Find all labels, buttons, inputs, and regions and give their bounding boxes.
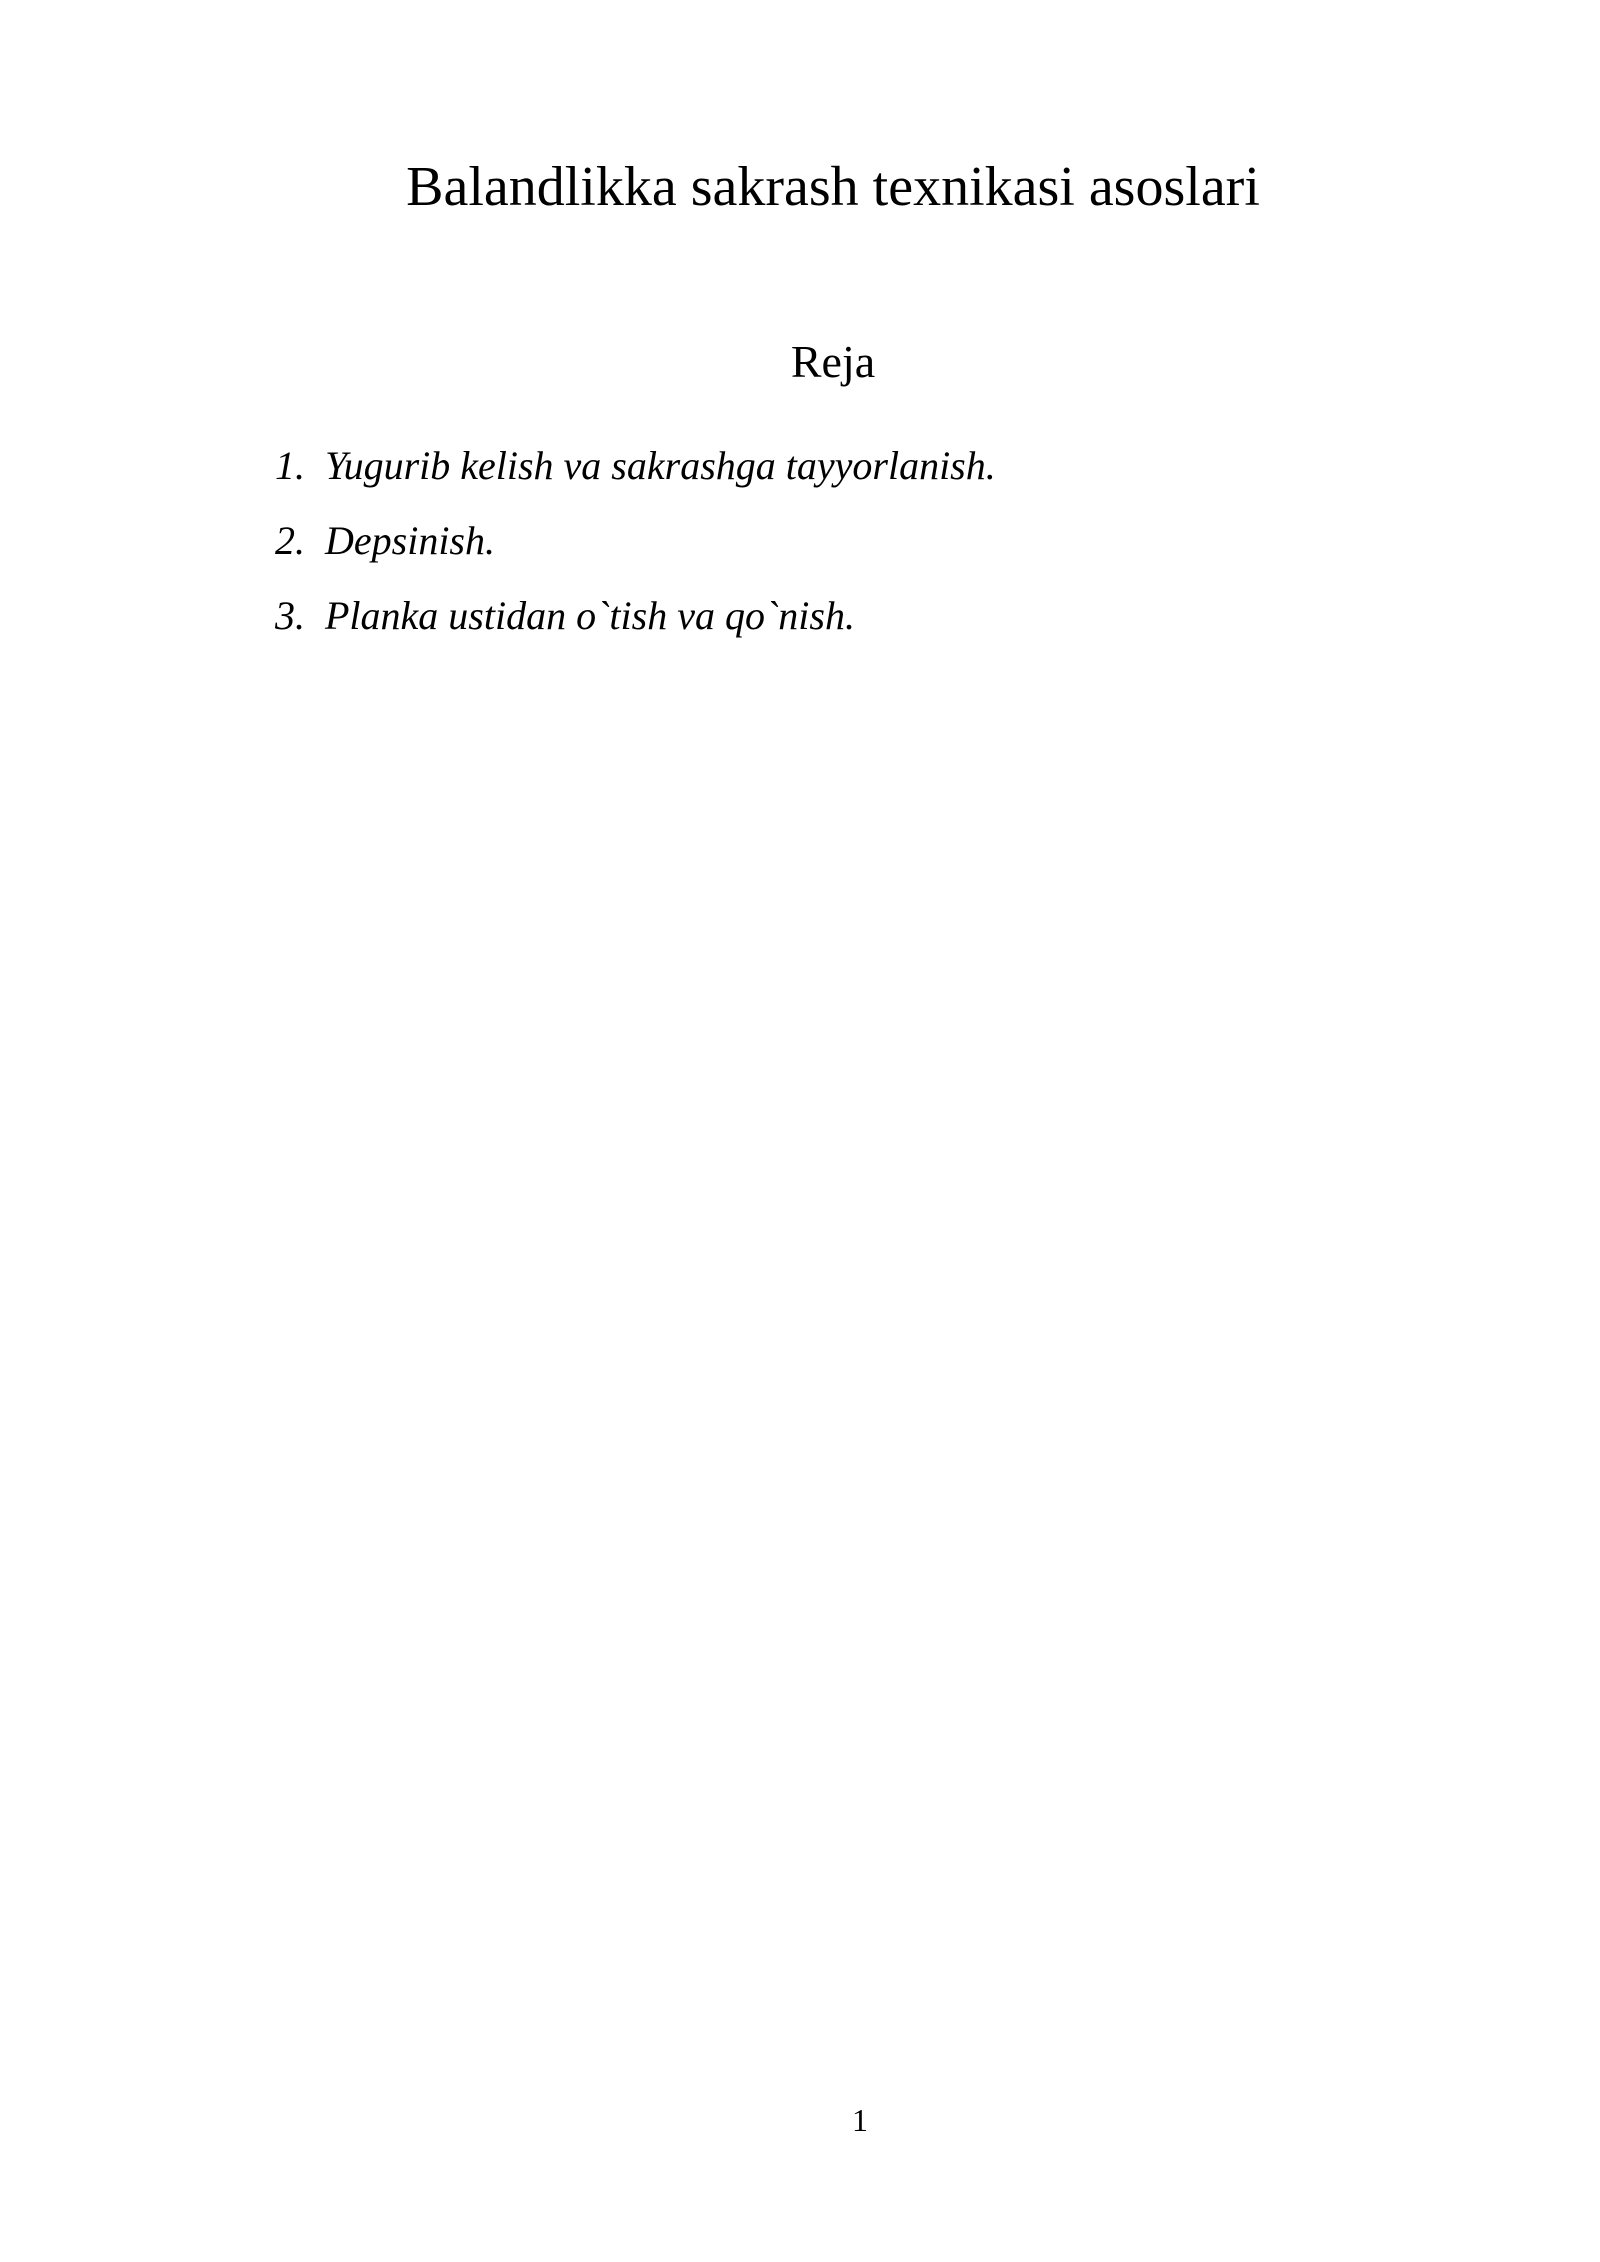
plan-item-text: Depsinish.: [325, 518, 495, 563]
page-number: 1: [852, 2102, 868, 2138]
plan-item-text: Planka ustidan o`tish va qo`nish.: [325, 593, 855, 638]
plan-item: [275, 516, 996, 591]
plan-item-number: 3.: [275, 593, 305, 638]
plan-item-text: Yugurib kelish va sakrashga tayyorlanish.: [325, 443, 996, 488]
plan-heading: Reja: [790, 336, 876, 387]
plan-item-number: 1.: [275, 443, 305, 488]
plan-item: [275, 441, 996, 516]
plan-list: [275, 441, 996, 666]
document-title: Balandlikka sakrash texnikasi asoslari: [406, 156, 1260, 218]
plan-item: [275, 591, 996, 666]
plan-item-number: 2.: [275, 518, 305, 563]
